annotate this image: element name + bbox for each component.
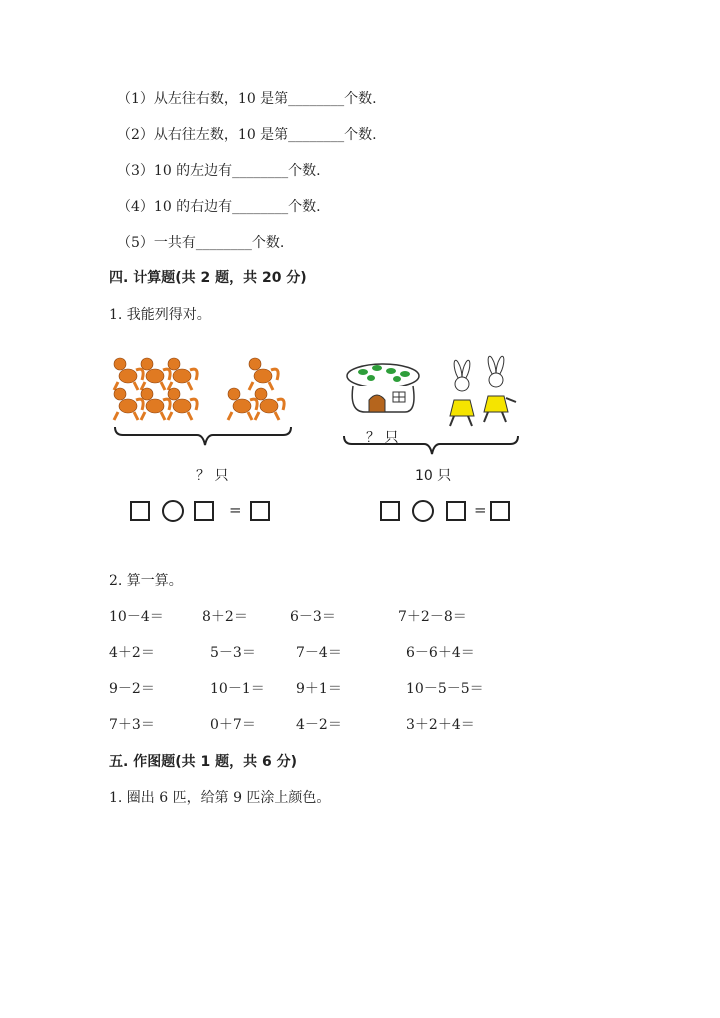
calc-item: 6－6＋4＝ xyxy=(406,645,475,661)
answer-box[interactable] xyxy=(130,501,150,521)
rabbits-illustration xyxy=(444,364,520,434)
left-brace xyxy=(113,425,293,449)
question-4: （4）10 的右边有________个数. xyxy=(117,199,321,215)
operator-circle[interactable] xyxy=(162,500,184,522)
question-5: （5）一共有________个数. xyxy=(117,235,285,251)
answer-box[interactable] xyxy=(194,501,214,521)
question-3: （3）10 的左边有________个数. xyxy=(117,163,321,179)
calc-item: 9－2＝ xyxy=(109,681,155,697)
equals-sign: = xyxy=(474,501,487,519)
calc-item: 10－5－5＝ xyxy=(406,681,484,697)
calc-item: 0＋7＝ xyxy=(210,717,256,733)
calc-item: 4－2＝ xyxy=(296,717,342,733)
calc-item: 5－3＝ xyxy=(210,645,256,661)
left-quantity-label: ？ 只 xyxy=(196,468,229,484)
calc-item: 4＋2＝ xyxy=(109,645,155,661)
question-1: （1）从左往右数，10 是第________个数. xyxy=(117,91,377,107)
calc-item: 7＋3＝ xyxy=(109,717,155,733)
calc-item: 7－4＝ xyxy=(296,645,342,661)
calc-item: 9＋1＝ xyxy=(296,681,342,697)
calc-item: 10－1＝ xyxy=(210,681,265,697)
section-4-question-2: 2. 算一算。 xyxy=(109,573,183,589)
calc-item: 10－4＝ xyxy=(109,609,164,625)
calc-item: 3＋2＋4＝ xyxy=(406,717,475,733)
right-total-label: 10 只 xyxy=(415,468,452,484)
right-brace xyxy=(342,434,522,458)
monkeys-illustration xyxy=(110,356,300,426)
section-4-question-1: 1. 我能列得对。 xyxy=(109,307,211,323)
answer-box[interactable] xyxy=(446,501,466,521)
right-inner-quantity-label: ？ 只 xyxy=(366,430,399,446)
mushroom-house-illustration xyxy=(345,362,425,422)
section-5-question-1: 1. 圈出 6 匹，给第 9 匹涂上颜色。 xyxy=(109,790,331,806)
calc-item: 7＋2－8＝ xyxy=(398,609,467,625)
equals-sign: = xyxy=(229,501,242,519)
section-5-title: 五. 作图题(共 1 题，共 6 分) xyxy=(109,754,297,770)
question-2: （2）从右往左数，10 是第________个数. xyxy=(117,127,377,143)
monkey-icon xyxy=(114,358,284,420)
answer-box[interactable] xyxy=(250,501,270,521)
operator-circle[interactable] xyxy=(412,500,434,522)
rabbit-icon xyxy=(450,360,474,426)
answer-box[interactable] xyxy=(380,501,400,521)
calc-item: 8＋2＝ xyxy=(202,609,248,625)
rabbit-icon xyxy=(484,356,516,422)
answer-box[interactable] xyxy=(490,501,510,521)
calc-item: 6－3＝ xyxy=(290,609,336,625)
section-4-title: 四. 计算题(共 2 题，共 20 分) xyxy=(109,270,307,286)
